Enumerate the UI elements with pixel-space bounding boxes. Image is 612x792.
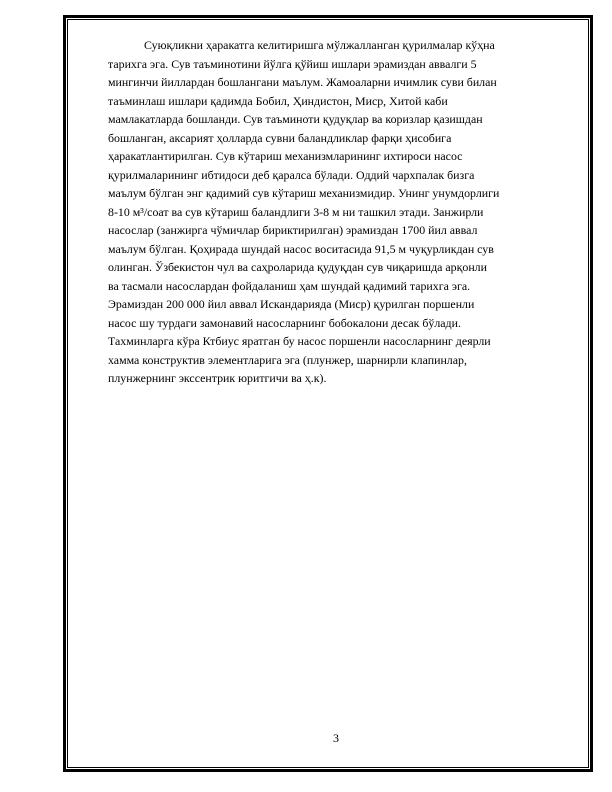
paragraph-line: мамлакатларда бошланди. Сув таъминоти қудуқлар ва коризлар қазишдан [108,112,483,126]
page-number: 3 [333,731,339,745]
paragraph-line: хамма конструктив элементларига эга (плунжер, шарнирли клапинлар, [108,352,467,367]
paragraph-line: насослар (занжирга чўмичлар бириктирилган) эрамиздан 1700 йил аввал [108,223,478,237]
paragraph-line: насос шу турдаги замонавий насосларнинг бобокалони десак бўлади. [108,315,461,330]
paragraph-line: таъминлаш ишлари қадимда Бобил, Ҳиндистон, Миср, Хитой каби [108,93,448,108]
paragraph-line: плунжернинг экссентрик юритгичи ва ҳ.к). [108,371,327,385]
paragraph-line: Эрамиздан 200 000 йил аввал Искандарияда (Миср) қурилган поршенли [108,297,475,311]
paragraph-line: маълум бўлган. Қоҳирада шундай насос воситасида 91,5 м чуқурликдан сув [108,241,494,256]
paragraph-line: Суюқликни ҳаракатга келитиришга мўлжалланган қурилмалар кўҳна [144,38,495,52]
body-paragraph [108,36,574,388]
paragraph-line: қурилмаларининг ибтидоси деб қаралса бўлади. Оддий чархпалак бизга [108,167,475,182]
paragraph-line: 8-10 м³/соат ва сув кўтариш баландлиги 3-8 м ни ташкил этади. Занжирли [108,204,484,219]
paragraph-line: маълум бўлган энг қадимий сув кўтариш механизмидир. Унинг унумдорлиги [108,186,500,200]
paragraph-line: тарихга эга. Сув таъминотини йўлга қўйиш ишлари эрамиздан аввалги 5 [108,56,477,71]
paragraph-line: олинган. Ўзбекистон чул ва саҳроларида қудуқдан сув чиқаришда арқонли [108,260,487,274]
paragraph-line: ва тасмали насослардан фойдаланиш ҳам шундай қадимий тарихга эга. [108,278,471,293]
paragraph-line: ҳаракатлантирилган. Сув кўтариш механизмларининг ихтироси насос [108,149,463,163]
paragraph-line: мингинчи йиллардан бошлангани маълум. Жамоаларни ичимлик суви билан [108,75,497,89]
paragraph-line: Тахминларга кўра Ктбиус яратган бу насос поршенли насосларнинг деярли [108,334,491,348]
paragraph-line: бошланган, аксарият ҳолларда сувни баландликлар фарқи ҳисобига [108,130,452,145]
